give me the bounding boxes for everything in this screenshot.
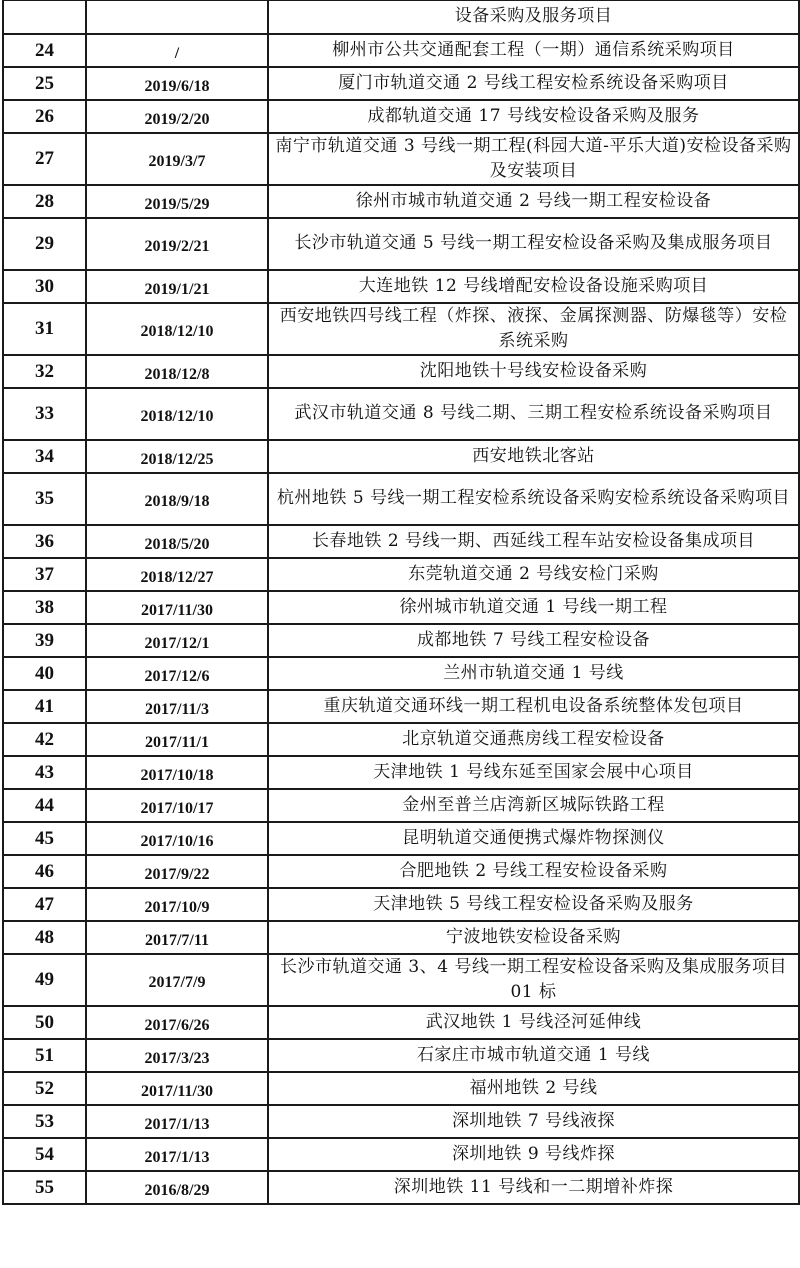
table-row bbox=[3, 34, 799, 67]
row-date: 2018/12/25 bbox=[86, 440, 268, 473]
row-project-name: 深圳地铁 7 号线液探 bbox=[268, 1105, 799, 1138]
row-date: 2017/11/1 bbox=[86, 723, 268, 756]
table-row bbox=[3, 690, 799, 723]
table-body bbox=[3, 1, 799, 1204]
table-row bbox=[3, 473, 799, 525]
table-row bbox=[3, 1072, 799, 1105]
row-project-name: 徐州城市轨道交通 1 号线一期工程 bbox=[268, 591, 799, 624]
row-number: 27 bbox=[3, 133, 86, 185]
row-project-name: 金州至普兰店湾新区城际铁路工程 bbox=[268, 789, 799, 822]
row-project-name: 宁波地铁安检设备采购 bbox=[268, 921, 799, 954]
table-row bbox=[3, 624, 799, 657]
table-row bbox=[3, 303, 799, 355]
row-number: 31 bbox=[3, 303, 86, 355]
table-row bbox=[3, 270, 799, 303]
row-project-name: 成都地铁 7 号线工程安检设备 bbox=[268, 624, 799, 657]
row-date: 2017/10/18 bbox=[86, 756, 268, 789]
table-row bbox=[3, 355, 799, 388]
row-project-name: 石家庄市城市轨道交通 1 号线 bbox=[268, 1039, 799, 1072]
table-row bbox=[3, 855, 799, 888]
table-row bbox=[3, 133, 799, 185]
row-project-name: 武汉地铁 1 号线泾河延伸线 bbox=[268, 1006, 799, 1039]
row-date: 2016/8/29 bbox=[86, 1171, 268, 1204]
row-project-name: 重庆轨道交通环线一期工程机电设备系统整体发包项目 bbox=[268, 690, 799, 723]
row-date: 2017/11/30 bbox=[86, 591, 268, 624]
table-row bbox=[3, 1138, 799, 1171]
row-date: 2019/5/29 bbox=[86, 185, 268, 218]
row-project-name: 柳州市公共交通配套工程（一期）通信系统采购项目 bbox=[268, 34, 799, 67]
row-date: 2018/9/18 bbox=[86, 473, 268, 525]
row-project-name: 沈阳地铁十号线安检设备采购 bbox=[268, 355, 799, 388]
row-number: 25 bbox=[3, 67, 86, 100]
row-date: 2017/6/26 bbox=[86, 1006, 268, 1039]
row-number: 26 bbox=[3, 100, 86, 133]
row-date: 2017/7/11 bbox=[86, 921, 268, 954]
row-project-name: 天津地铁 5 号线工程安检设备采购及服务 bbox=[268, 888, 799, 921]
row-number: 34 bbox=[3, 440, 86, 473]
table-row bbox=[3, 1, 799, 34]
table-row bbox=[3, 1105, 799, 1138]
row-project-name: 合肥地铁 2 号线工程安检设备采购 bbox=[268, 855, 799, 888]
row-date: 2019/2/20 bbox=[86, 100, 268, 133]
table-row bbox=[3, 789, 799, 822]
row-date: 2017/11/30 bbox=[86, 1072, 268, 1105]
row-date: 2018/12/10 bbox=[86, 388, 268, 440]
row-number: 41 bbox=[3, 690, 86, 723]
row-project-name: 天津地铁 1 号线东延至国家会展中心项目 bbox=[268, 756, 799, 789]
row-date: 2017/7/9 bbox=[86, 954, 268, 1006]
row-number: 52 bbox=[3, 1072, 86, 1105]
row-number: 54 bbox=[3, 1138, 86, 1171]
row-number: 48 bbox=[3, 921, 86, 954]
row-date: 2019/6/18 bbox=[86, 67, 268, 100]
table-row bbox=[3, 1171, 799, 1204]
table-row bbox=[3, 388, 799, 440]
row-number: 40 bbox=[3, 657, 86, 690]
table-row bbox=[3, 921, 799, 954]
row-number bbox=[3, 1, 86, 34]
table-row bbox=[3, 657, 799, 690]
row-project-name: 大连地铁 12 号线增配安检设备设施采购项目 bbox=[268, 270, 799, 303]
table-row bbox=[3, 1006, 799, 1039]
row-number: 38 bbox=[3, 591, 86, 624]
row-number: 49 bbox=[3, 954, 86, 1006]
row-project-name: 福州地铁 2 号线 bbox=[268, 1072, 799, 1105]
table-row bbox=[3, 822, 799, 855]
row-project-name: 成都轨道交通 17 号线安检设备采购及服务 bbox=[268, 100, 799, 133]
row-project-name: 深圳地铁 11 号线和一二期增补炸探 bbox=[268, 1171, 799, 1204]
row-date: 2017/11/3 bbox=[86, 690, 268, 723]
row-project-name: 长春地铁 2 号线一期、西延线工程车站安检设备集成项目 bbox=[268, 525, 799, 558]
table-row bbox=[3, 100, 799, 133]
row-project-name: 兰州市轨道交通 1 号线 bbox=[268, 657, 799, 690]
row-date: 2017/3/23 bbox=[86, 1039, 268, 1072]
row-project-name: 长沙市轨道交通 3、4 号线一期工程安检设备采购及集成服务项目 01 标 bbox=[268, 954, 799, 1006]
row-date: 2017/9/22 bbox=[86, 855, 268, 888]
row-number: 43 bbox=[3, 756, 86, 789]
row-number: 55 bbox=[3, 1171, 86, 1204]
row-project-name: 西安地铁四号线工程（炸探、液探、金属探测器、防爆毯等）安检系统采购 bbox=[268, 303, 799, 355]
row-project-name: 徐州市城市轨道交通 2 号线一期工程安检设备 bbox=[268, 185, 799, 218]
row-number: 53 bbox=[3, 1105, 86, 1138]
row-date: 2017/12/1 bbox=[86, 624, 268, 657]
row-number: 24 bbox=[3, 34, 86, 67]
row-number: 47 bbox=[3, 888, 86, 921]
table-row bbox=[3, 723, 799, 756]
row-project-name: 东莞轨道交通 2 号线安检门采购 bbox=[268, 558, 799, 591]
row-project-name: 长沙市轨道交通 5 号线一期工程安检设备采购及集成服务项目 bbox=[268, 218, 799, 270]
row-number: 45 bbox=[3, 822, 86, 855]
row-project-name: 杭州地铁 5 号线一期工程安检系统设备采购安检系统设备采购项目 bbox=[268, 473, 799, 525]
table-row bbox=[3, 558, 799, 591]
row-project-name: 西安地铁北客站 bbox=[268, 440, 799, 473]
row-project-name: 北京轨道交通燕房线工程安检设备 bbox=[268, 723, 799, 756]
row-project-name: 设备采购及服务项目 bbox=[268, 1, 799, 34]
procurement-table bbox=[2, 0, 800, 1205]
row-date: 2017/1/13 bbox=[86, 1138, 268, 1171]
row-number: 37 bbox=[3, 558, 86, 591]
row-date: 2018/12/10 bbox=[86, 303, 268, 355]
row-date: 2017/10/17 bbox=[86, 789, 268, 822]
row-date: 2018/5/20 bbox=[86, 525, 268, 558]
row-number: 35 bbox=[3, 473, 86, 525]
row-number: 44 bbox=[3, 789, 86, 822]
row-date: 2018/12/27 bbox=[86, 558, 268, 591]
table-row bbox=[3, 954, 799, 1006]
row-project-name: 深圳地铁 9 号线炸探 bbox=[268, 1138, 799, 1171]
row-date: 2017/10/9 bbox=[86, 888, 268, 921]
row-number: 36 bbox=[3, 525, 86, 558]
row-date: / bbox=[86, 34, 268, 67]
row-date: 2018/12/8 bbox=[86, 355, 268, 388]
table-row bbox=[3, 185, 799, 218]
row-date: 2019/3/7 bbox=[86, 133, 268, 185]
row-number: 33 bbox=[3, 388, 86, 440]
table-row bbox=[3, 756, 799, 789]
row-number: 39 bbox=[3, 624, 86, 657]
table-row bbox=[3, 218, 799, 270]
table-row bbox=[3, 67, 799, 100]
row-number: 46 bbox=[3, 855, 86, 888]
table-row bbox=[3, 888, 799, 921]
row-number: 28 bbox=[3, 185, 86, 218]
row-number: 30 bbox=[3, 270, 86, 303]
row-project-name: 厦门市轨道交通 2 号线工程安检系统设备采购项目 bbox=[268, 67, 799, 100]
row-date bbox=[86, 1, 268, 34]
row-date: 2017/10/16 bbox=[86, 822, 268, 855]
row-number: 50 bbox=[3, 1006, 86, 1039]
row-number: 32 bbox=[3, 355, 86, 388]
row-number: 51 bbox=[3, 1039, 86, 1072]
row-date: 2017/1/13 bbox=[86, 1105, 268, 1138]
row-number: 29 bbox=[3, 218, 86, 270]
table-row bbox=[3, 1039, 799, 1072]
row-project-name: 武汉市轨道交通 8 号线二期、三期工程安检系统设备采购项目 bbox=[268, 388, 799, 440]
row-number: 42 bbox=[3, 723, 86, 756]
row-project-name: 南宁市轨道交通 3 号线一期工程(科园大道-平乐大道)安检设备采购及安装项目 bbox=[268, 133, 799, 185]
table-row bbox=[3, 440, 799, 473]
row-date: 2019/1/21 bbox=[86, 270, 268, 303]
row-date: 2019/2/21 bbox=[86, 218, 268, 270]
row-project-name: 昆明轨道交通便携式爆炸物探测仪 bbox=[268, 822, 799, 855]
row-date: 2017/12/6 bbox=[86, 657, 268, 690]
table-row bbox=[3, 591, 799, 624]
table-row bbox=[3, 525, 799, 558]
